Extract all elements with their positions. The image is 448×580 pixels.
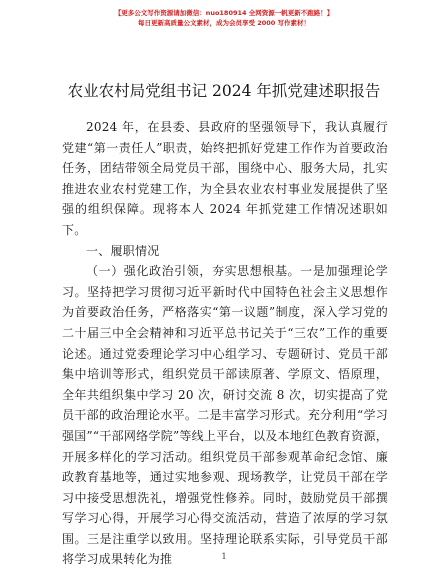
intro-paragraph: 2024 年，在县委、县政府的坚强领导下，我认真履行党建“第一责任人”职责，始终把抓好党建工作作为首要政治任务，团结带领全局党员干部，围绕中心、服务大局，扎实推进农业农村党建工作，为全县农业农村事业发展提供了坚强的组织保障。现将本人 2024 年抓党建工作情况述职如下。 xyxy=(62,120,388,237)
page-number: 1 xyxy=(221,552,227,561)
body-paragraph: （一）强化政治引领，夯实思想根基。一是加强理论学习。坚持把学习贯彻习近平新时代中国特色社会主义思想作为首要政治任务，严格落实“第一议题”制度，深入学习党的二十届三中全会精神和习近平总书记关于“三农”工作的重要论述。通过党委理论学习中心组学习、专题研讨、党员干部集中培训等形式，组织党员干部读原著、学原文、悟原理，全年共组织集中学习 20 次，研讨交流 8 次，切实提高了党员干部的政治理论水平。二是丰富学习形式。充分利用“学习强国”“干部网络学院”等线上平台，以及本地红色教育资源，开展多样化的学习活动。组织党员干部参观革命纪念馆、廉政教育基地等，通过实地参观、现场教学，让党员干部在学习中接受思想洗礼，增强党性修养。同时，鼓励党员干部撰写学习心得，开展学习心得交流活动，营造了浓厚的学习氛围。三是注重学以致用。坚持理论联系实际，引导党员干部将学习成果转化为推 xyxy=(62,264,388,567)
promo-banner xyxy=(52,8,396,28)
promo-banner-line-2: 每日更新高质量公文素材，成为会员享受 2000 写作素材！ xyxy=(137,19,311,27)
document-title: 农业农村局党组书记 2024 年抓党建述职报告 xyxy=(67,82,381,100)
document-body xyxy=(62,117,388,570)
section-heading: 一、履职情况 xyxy=(86,243,160,258)
promo-banner-line-1: 【更多公文写作资源请加微信：nuo180914 全网资源一帆更新不跑路！】 xyxy=(114,9,334,17)
